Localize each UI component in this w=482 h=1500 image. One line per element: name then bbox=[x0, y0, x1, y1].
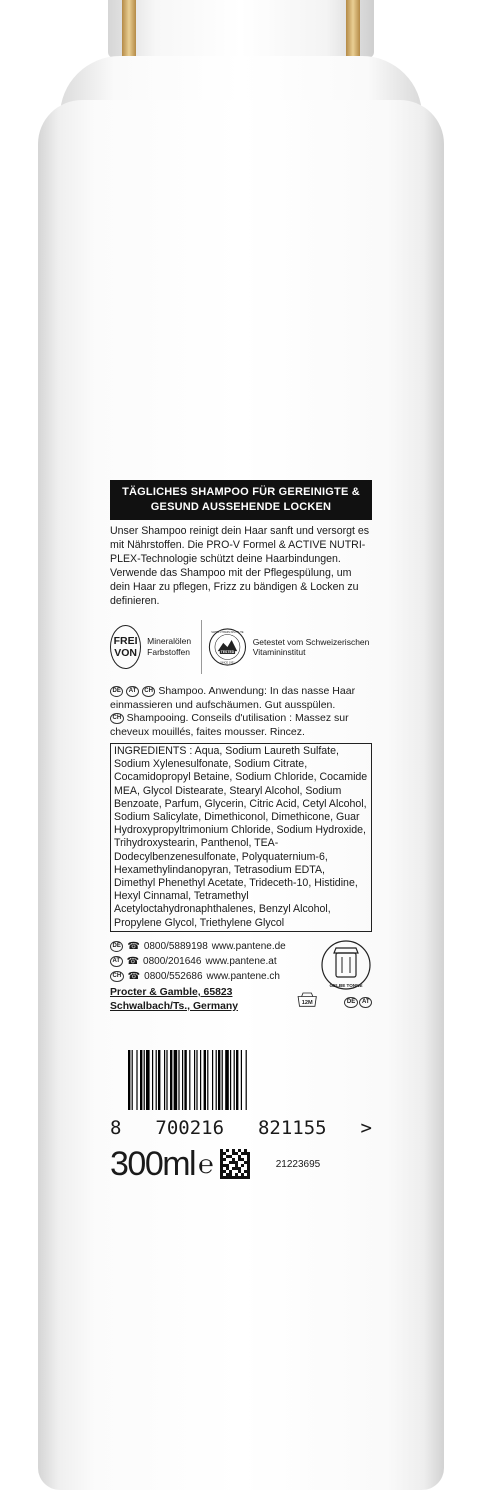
datamatrix-module bbox=[244, 1176, 247, 1179]
contact-list bbox=[110, 939, 318, 1014]
contact-row bbox=[110, 969, 318, 984]
datamatrix-module bbox=[226, 1164, 229, 1167]
phone-icon: ☎ bbox=[127, 940, 140, 952]
von-label: VON bbox=[114, 647, 137, 659]
cap-gold-accent-left bbox=[122, 0, 136, 58]
barcode-bar bbox=[246, 1050, 247, 1110]
datamatrix-module bbox=[220, 1173, 223, 1176]
country-code: CH bbox=[110, 971, 124, 982]
frei-von-badge bbox=[110, 625, 141, 669]
recycling-section bbox=[318, 939, 372, 1014]
datamatrix-module bbox=[247, 1167, 250, 1170]
phone-icon: ☎ bbox=[127, 970, 141, 982]
country-code-at: AT bbox=[126, 686, 139, 697]
free-from-item: Farbstoffen bbox=[147, 647, 190, 657]
datamatrix-module bbox=[223, 1176, 226, 1179]
datamatrix-module bbox=[220, 1161, 223, 1164]
barcode-bar bbox=[170, 1050, 172, 1110]
barcode-bar bbox=[152, 1050, 153, 1110]
datamatrix-module bbox=[229, 1173, 232, 1176]
usage-de bbox=[110, 685, 372, 712]
country-code: AT bbox=[110, 956, 123, 967]
datamatrix-module bbox=[238, 1155, 241, 1158]
datamatrix-module bbox=[229, 1161, 232, 1164]
lot-code: 21223695 bbox=[275, 1158, 321, 1170]
datamatrix-module bbox=[238, 1149, 241, 1152]
barcode-bar bbox=[144, 1050, 145, 1110]
datamatrix-module bbox=[223, 1164, 226, 1167]
datamatrix-module bbox=[244, 1170, 247, 1173]
barcode-bar bbox=[236, 1050, 238, 1110]
barcode-digit-first: 8 bbox=[110, 1117, 122, 1139]
phone-number: 0800/552686 bbox=[144, 970, 203, 982]
barcode-area bbox=[110, 1050, 372, 1183]
datamatrix-module bbox=[223, 1158, 226, 1161]
country-code-ch: CH bbox=[110, 713, 124, 724]
datamatrix-module bbox=[247, 1173, 250, 1176]
barcode-bar bbox=[218, 1050, 220, 1110]
datamatrix-module bbox=[241, 1158, 244, 1161]
datamatrix-code-icon bbox=[220, 1149, 250, 1179]
contact-section bbox=[110, 939, 372, 1014]
country-code: DE bbox=[344, 997, 357, 1008]
barcode-bar bbox=[204, 1050, 206, 1110]
datamatrix-module bbox=[235, 1161, 238, 1164]
datamatrix-module bbox=[244, 1152, 247, 1155]
usage-fr bbox=[110, 712, 372, 739]
usage-instructions bbox=[110, 685, 372, 739]
seal-top-text: SWISS VITAMIN INSTITUTE bbox=[211, 631, 244, 635]
barcode-bar bbox=[132, 1050, 133, 1110]
datamatrix-module bbox=[241, 1164, 244, 1167]
datamatrix-module bbox=[238, 1176, 241, 1179]
product-description: Unser Shampoo reinigt dein Haar sanft und versorgt es mit Nährstoffen. Die PRO-V Formel & ACTIVE NUTRI-PLEX-Technologie schützt deine Haarbindungen. Verwende das Shampoo mit der Pflegespülung, um dein Haar zu pflegen, Frizz zu bändigen & Locken zu definieren. bbox=[110, 525, 370, 607]
datamatrix-module bbox=[232, 1158, 235, 1161]
datamatrix-module bbox=[229, 1155, 232, 1158]
period-after-opening-icon bbox=[296, 989, 318, 1011]
barcode-bar bbox=[222, 1050, 223, 1110]
section-divider bbox=[201, 620, 202, 674]
pao-text: 12M bbox=[301, 1000, 313, 1007]
usage-de-text: Shampoo. Anwendung: In das nasse Haar einmassieren und aufschäumen. Gut ausspülen. bbox=[110, 685, 356, 711]
seal-description: Getestet vom Schweizerischen Vitamininstitut bbox=[252, 636, 370, 657]
datamatrix-module bbox=[232, 1161, 235, 1164]
usage-fr-text: Shampooing. Conseils d'utilisation : Massez sur cheveux mouillés, faites mousser. Rincez. bbox=[110, 712, 349, 738]
datamatrix-module bbox=[247, 1164, 250, 1167]
tonne-country-codes bbox=[344, 997, 372, 1008]
barcode-digits-right: 821155 bbox=[257, 1117, 327, 1139]
barcode-bar bbox=[216, 1050, 217, 1110]
contact-row bbox=[110, 939, 318, 954]
barcode-bar bbox=[189, 1050, 190, 1110]
datamatrix-module bbox=[235, 1176, 238, 1179]
datamatrix-module bbox=[226, 1176, 229, 1179]
product-back-label bbox=[110, 480, 372, 1014]
barcode-bar bbox=[230, 1050, 231, 1110]
datamatrix-module bbox=[235, 1173, 238, 1176]
datamatrix-module bbox=[247, 1176, 250, 1179]
frei-label: FREI bbox=[113, 635, 138, 647]
datamatrix-module bbox=[220, 1167, 223, 1170]
barcode-bar bbox=[194, 1050, 195, 1110]
phone-icon: ☎ bbox=[126, 955, 140, 967]
estimated-sign: ℮ bbox=[198, 1148, 214, 1179]
datamatrix-module bbox=[220, 1158, 223, 1161]
barcode-bar bbox=[158, 1050, 160, 1110]
ean-barcode bbox=[128, 1050, 356, 1110]
datamatrix-module bbox=[235, 1164, 238, 1167]
datamatrix-module bbox=[226, 1155, 229, 1158]
datamatrix-module bbox=[238, 1170, 241, 1173]
tonne-label: GELBE TONNE bbox=[329, 982, 363, 988]
datamatrix-module bbox=[241, 1152, 244, 1155]
barcode-quiet-zone-marker: > bbox=[360, 1117, 372, 1139]
country-code: AT bbox=[359, 997, 372, 1008]
datamatrix-module bbox=[220, 1170, 223, 1173]
free-from-list bbox=[147, 636, 191, 658]
phone-number: 0800/5889198 bbox=[143, 940, 208, 952]
barcode-bar bbox=[234, 1050, 235, 1110]
datamatrix-module bbox=[247, 1158, 250, 1161]
datamatrix-module bbox=[235, 1167, 238, 1170]
datamatrix-module bbox=[232, 1167, 235, 1170]
datamatrix-module bbox=[220, 1176, 223, 1179]
datamatrix-module bbox=[226, 1173, 229, 1176]
label-title: TÄGLICHES SHAMPOO FÜR GEREINIGTE & GESUND AUSSEHENDE LOCKEN bbox=[110, 480, 372, 520]
datamatrix-module bbox=[220, 1164, 223, 1167]
datamatrix-module bbox=[241, 1173, 244, 1176]
barcode-bar bbox=[174, 1050, 178, 1110]
free-from-section bbox=[110, 615, 372, 679]
datamatrix-module bbox=[241, 1176, 244, 1179]
barcode-bar bbox=[128, 1050, 130, 1110]
gelbe-tonne-recycling-icon bbox=[320, 939, 372, 997]
datamatrix-module bbox=[223, 1170, 226, 1173]
barcode-bar bbox=[196, 1050, 197, 1110]
barcode-bar bbox=[164, 1050, 165, 1110]
datamatrix-module bbox=[223, 1152, 226, 1155]
datamatrix-module bbox=[244, 1161, 247, 1164]
seal-tested-text: TESTED bbox=[220, 649, 235, 654]
datamatrix-module bbox=[220, 1152, 223, 1155]
phone-number: 0800/201646 bbox=[143, 955, 202, 967]
barcode-bar bbox=[212, 1050, 213, 1110]
datamatrix-module bbox=[232, 1152, 235, 1155]
datamatrix-module bbox=[247, 1170, 250, 1173]
datamatrix-module bbox=[247, 1161, 250, 1164]
datamatrix-module bbox=[226, 1149, 229, 1152]
swiss-vitamin-institute-seal-icon bbox=[208, 619, 247, 675]
datamatrix-module bbox=[247, 1152, 250, 1155]
barcode-bar bbox=[140, 1050, 142, 1110]
country-code-de: DE bbox=[110, 686, 123, 697]
barcode-bar bbox=[178, 1050, 179, 1110]
volume: 300ml bbox=[110, 1145, 196, 1183]
barcode-bar bbox=[225, 1050, 229, 1110]
datamatrix-module bbox=[232, 1176, 235, 1179]
ingredients-box: INGREDIENTS : Aqua, Sodium Laureth Sulfate, Sodium Xylenesulfonate, Sodium Citrate, Cocamidopropyl Betaine, Sodium Chloride, Cocamide MEA, Glycol Distearate, Stearyl Alcohol, Sodium Benzoate, Parfum, Glycerin, Citric Acid, Cetyl Alcohol, Sodium Salicylate, Dimethiconol, Dimethicone, Guar Hydroxypropyltrimonium Chloride, Sodium Hydroxide, Trihydroxystearin, Panthenol, TEA-Dodecylbenzenesulfonate, Polyquaternium-6, Hexamethylindanopyran, Tetrasodium EDTA, Dimethyl Phenethyl Acetate, Trideceth-10, Histidine, Hexyl Cinnamal, Tetramethyl Acetyloctahydronaphthalenes, Benzyl Alcohol, Propylene Glycol, Triethylene Glycol bbox=[110, 743, 372, 932]
datamatrix-module bbox=[220, 1155, 223, 1158]
seal-bottom-text: SINCE 1931 bbox=[219, 661, 235, 665]
datamatrix-module bbox=[235, 1152, 238, 1155]
barcode-bar bbox=[166, 1050, 167, 1110]
datamatrix-module bbox=[247, 1155, 250, 1158]
datamatrix-module bbox=[226, 1167, 229, 1170]
barcode-bar bbox=[156, 1050, 157, 1110]
volume-row bbox=[110, 1145, 372, 1183]
contact-row bbox=[110, 954, 318, 969]
datamatrix-module bbox=[244, 1149, 247, 1152]
cap-gold-accent-right bbox=[346, 0, 360, 58]
manufacturer: Procter & Gamble, 65823 Schwalbach/Ts., Germany bbox=[110, 986, 239, 1012]
barcode-bar bbox=[136, 1050, 137, 1110]
barcode-bar bbox=[146, 1050, 150, 1110]
datamatrix-module bbox=[220, 1149, 223, 1152]
barcode-bar bbox=[200, 1050, 201, 1110]
website: www.pantene.at bbox=[205, 955, 277, 967]
website: www.pantene.de bbox=[211, 940, 286, 952]
barcode-bar bbox=[184, 1050, 186, 1110]
datamatrix-module bbox=[232, 1149, 235, 1152]
barcode-bar bbox=[207, 1050, 208, 1110]
barcode-digits-left: 700216 bbox=[155, 1117, 225, 1139]
barcode-number bbox=[110, 1117, 372, 1139]
barcode-bar bbox=[182, 1050, 183, 1110]
datamatrix-module bbox=[238, 1158, 241, 1161]
barcode-bar bbox=[241, 1050, 242, 1110]
bottle-cap bbox=[108, 0, 374, 58]
country-code-ch: CH bbox=[142, 686, 156, 697]
manufacturer-row bbox=[110, 986, 318, 1014]
datamatrix-module bbox=[229, 1176, 232, 1179]
free-from-item: Mineralölen bbox=[147, 636, 192, 646]
website: www.pantene.ch bbox=[206, 970, 280, 982]
country-code: DE bbox=[110, 941, 123, 952]
datamatrix-module bbox=[229, 1170, 232, 1173]
datamatrix-module bbox=[238, 1167, 241, 1170]
